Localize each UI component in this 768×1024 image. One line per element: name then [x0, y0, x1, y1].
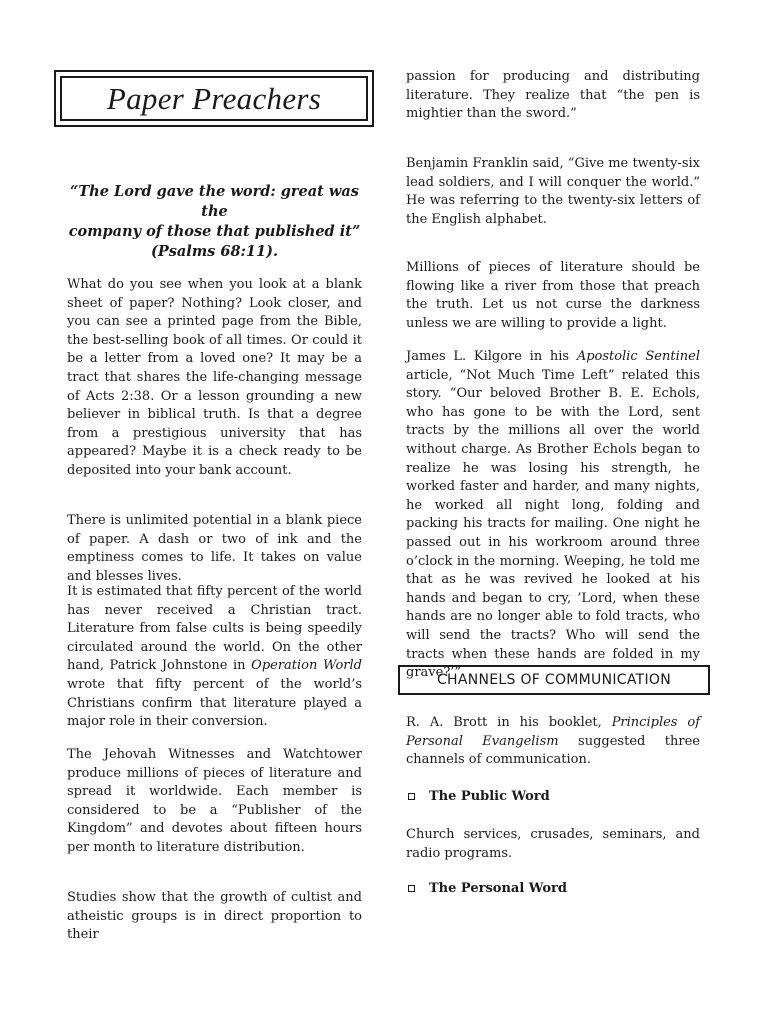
right-paragraph-5-italic: Principles of Personal Evangelism — [406, 715, 701, 749]
title-box-inner — [60, 76, 368, 121]
quote-line-3: (Psalms 68:11). — [150, 243, 278, 260]
scripture-quote — [67, 182, 362, 262]
right-paragraph-5-after: suggested three channels of communication. — [406, 733, 700, 768]
square-bullet-icon — [408, 885, 415, 892]
right-paragraph-4 — [406, 348, 700, 683]
right-paragraph-4-italic: Apostolic Sentinel — [576, 349, 700, 364]
title-box — [54, 70, 374, 127]
bullet-public-word — [406, 789, 550, 804]
square-bullet-icon — [408, 793, 415, 800]
right-paragraph-1: passion for producing and distributing literature. They realize that “the pen is mightier than the sword.” — [406, 69, 700, 122]
left-paragraph-1: What do you see when you look at a blank sheet of paper? Nothing? Look closer, and you can see a printed page from the Bible, the best-selling book of all times. Or could it be a letter from a loved one? It may be a tract that shares the life-changing message of Acts 2:38. Or a lesson grounding a new believer in biblical truth. Is that a degree from a prestigious university that has appeared? Maybe it is a check ready to be deposited into your bank account. — [67, 277, 362, 478]
left-paragraph-4: The Jehovah Witnesses and Watchtower produce millions of pieces of literature and spread it worldwide. Each member is considered to be a “Publisher of the Kingdom” and devotes about fifteen hours per month to literature distribution. — [67, 747, 362, 855]
right-paragraph-5 — [406, 714, 700, 770]
section-heading-channels: CHANNELS OF COMMUNICATION — [398, 665, 710, 695]
left-paragraph-5: Studies show that the growth of cultist and atheistic groups is in direct proportion to their — [67, 890, 362, 943]
quote-line-2: company of those that published it” — [68, 223, 361, 240]
right-paragraph-5-before: R. A. Brott in his booklet, — [406, 715, 602, 730]
right-paragraph-4-before: James L. Kilgore in his — [406, 349, 570, 364]
left-paragraph-3-before: It is estimated that fifty percent of the world has never received a Christian tract. Literature from false cults is being speedily circulated around the world. On the other hand, Patrick Johnstone in — [67, 584, 362, 674]
bullet-public-word-label: The Public Word — [429, 789, 550, 804]
left-paragraph-3-after: wrote that fifty percent of the world’s Christians confirm that literature played a major role in their conversion. — [67, 676, 362, 730]
right-paragraph-3: Millions of pieces of literature should be flowing like a river from those that preach the truth. Let us not curse the darkness unless we are willing to provide a light. — [406, 260, 700, 331]
bullet-personal-word-label: The Personal Word — [429, 881, 567, 896]
page-title: Paper Preachers — [106, 80, 322, 116]
left-paragraph-2: There is unlimited potential in a blank piece of paper. A dash or two of ink and the emptiness comes to life. It takes on value and blesses lives. — [67, 513, 362, 584]
left-paragraph-3 — [67, 583, 362, 732]
quote-line-1: “The Lord gave the word: great was the — [70, 183, 359, 220]
right-paragraph-4-after: article, “Not Much Time Left” related this story. “Our beloved Brother B. E. Echols, who has gone to be with the Lord, sent tracts by the millions all over the world without charge. As Brother Echols began to realize he was losing his strength, he worked faster and harder, and many nights, he worked all night long, folding and packing his tracts for mailing. One night he passed out in his workroom around three o’clock in the morning. Weeping, he told me that as he was revived he looked at his hands and began to cry, ’Lord, when these hands are no longer able to fold tracts, who will send the tracts? Who will send the tracts when these hands are folded in my grave?’” — [406, 367, 700, 681]
bullet-personal-word — [406, 881, 567, 896]
right-paragraph-2: Benjamin Franklin said, “Give me twenty-six lead soldiers, and I will conquer the world.” He was referring to the twenty-six letters of the English alphabet. — [406, 156, 700, 227]
left-paragraph-3-italic: Operation World — [251, 658, 362, 674]
right-paragraph-6: Church services, crusades, seminars, and radio programs. — [406, 827, 700, 861]
